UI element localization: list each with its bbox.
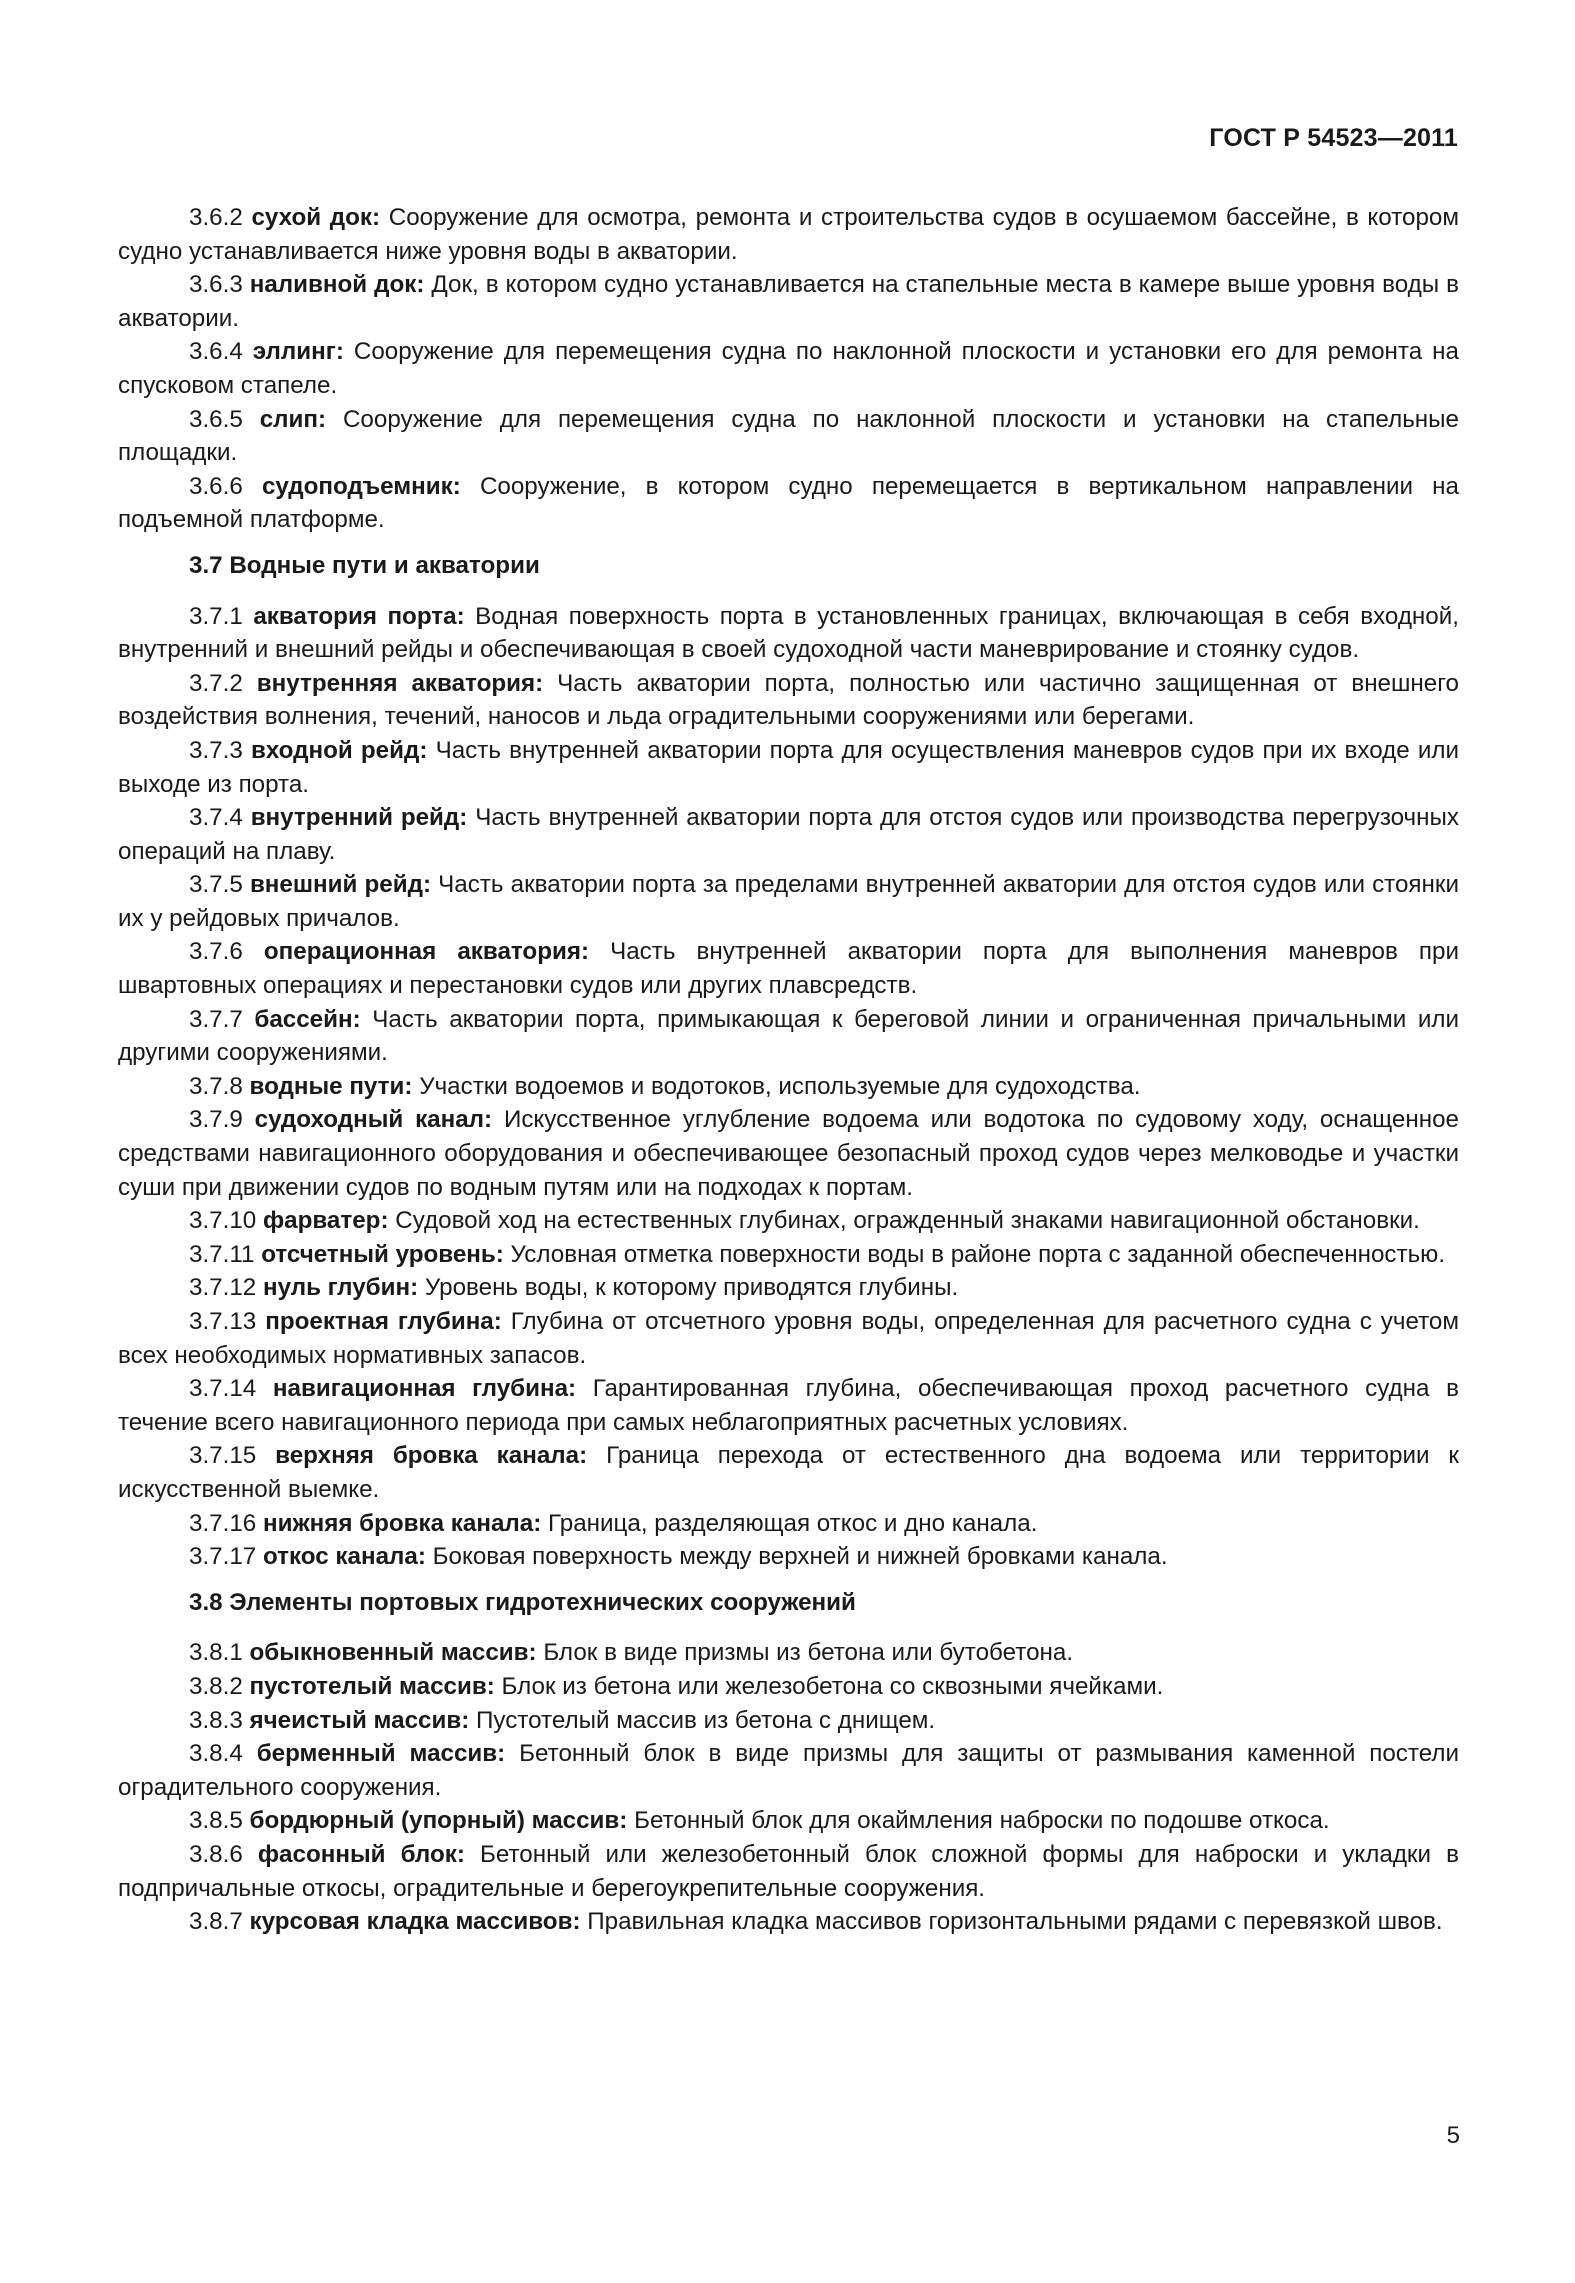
term-number: 3.7.6	[189, 938, 243, 966]
term-name: проектная глубина:	[265, 1308, 502, 1335]
term-text: Правильная кладка массивов горизонтальными рядами с перевязкой швов.	[587, 1908, 1443, 1936]
term-text: Сооружение для осмотра, ремонта и строительства судов в осушаемом бассейне, в котором судно устанавливается ниже уровня воды в акватории.	[118, 204, 1459, 265]
term-definition	[118, 1905, 1459, 1939]
term-text: Граница перехода от естественного дна водоема или территории к искусственной выемке.	[118, 1442, 1459, 1503]
term-definition	[118, 667, 1459, 734]
term-number: 3.8.1	[189, 1639, 243, 1667]
term-text: Сооружение для перемещения судна по наклонной плоскости и установки на стапельные площадки.	[118, 405, 1459, 467]
term-text: Участки водоемов и водотоков, используемые для судоходства.	[419, 1072, 1141, 1100]
term-definition	[118, 1372, 1459, 1439]
term-definition	[118, 734, 1459, 801]
term-number: 3.7.4	[189, 804, 243, 832]
term-number: 3.7.3	[189, 736, 243, 764]
term-text: Сооружение, в котором судно перемещается в вертикальном направлении на подъемной платформе.	[118, 472, 1459, 534]
term-name: берменный массив:	[256, 1740, 506, 1768]
term-text: Бетонный блок для окаймления наброски по подошве откоса.	[634, 1807, 1330, 1835]
term-definition	[118, 1704, 1459, 1738]
term-number: 3.8.4	[189, 1740, 243, 1768]
term-number: 3.6.2	[189, 204, 243, 231]
term-number: 3.8.2	[189, 1672, 243, 1700]
term-text: Граница, разделяющая откос и дно канала.	[548, 1509, 1038, 1537]
term-number: 3.7.13	[189, 1308, 257, 1335]
page-number: 5	[1446, 2122, 1460, 2149]
term-number: 3.7.16	[189, 1509, 257, 1537]
term-definition	[118, 1103, 1459, 1204]
term-text: Гарантированная глубина, обеспечивающая проход расчетного судна в течение всего навигационного периода при самых неблагоприятных расчетных условиях.	[118, 1375, 1459, 1436]
term-definition	[118, 470, 1459, 537]
section-heading: 3.8 Элементы портовых гидротехнических сооружений	[189, 1588, 856, 1616]
term-number: 3.6.5	[189, 405, 243, 433]
term-definition	[118, 801, 1459, 868]
term-number: 3.8.7	[189, 1908, 243, 1936]
term-definition	[118, 935, 1459, 1002]
term-text: Часть внутренней акватории порта для осуществления маневров судов при их входе или выходе из порта.	[118, 736, 1459, 798]
term-number: 3.8.6	[189, 1840, 243, 1868]
term-name: входной рейд:	[250, 736, 428, 764]
term-definition	[118, 268, 1459, 335]
term-number: 3.7.17	[189, 1543, 257, 1571]
term-text: Блок в виде призмы из бетона или бутобетона.	[543, 1639, 1074, 1667]
term-definition	[118, 1838, 1459, 1905]
term-definition	[118, 1670, 1459, 1704]
term-number: 3.6.4	[189, 338, 243, 366]
term-definition	[118, 403, 1459, 470]
term-number: 3.6.3	[189, 271, 243, 299]
term-text: Сооружение для перемещения судна по наклонной плоскости и установки его для ремонта на спусковом стапеле.	[118, 338, 1459, 399]
term-number: 3.7.1	[189, 602, 243, 630]
term-definition	[118, 335, 1459, 402]
term-definition	[118, 1003, 1459, 1070]
term-name: акватория порта:	[253, 602, 465, 630]
term-text: Судовой ход на естественных глубинах, огражденный знаками навигационной обстановки.	[395, 1207, 1420, 1235]
term-number: 3.7.10	[189, 1207, 257, 1235]
term-definition	[118, 1804, 1459, 1838]
term-name: наливной док:	[249, 271, 425, 299]
term-name: курсовая кладка массивов:	[249, 1908, 581, 1936]
term-name: судоподъемник:	[261, 472, 461, 500]
term-number: 3.7.9	[189, 1106, 243, 1134]
term-text: Блок из бетона или железобетона со сквозными ячейками.	[501, 1672, 1164, 1700]
term-number: 3.7.7	[189, 1005, 243, 1033]
term-name: сухой док:	[251, 204, 381, 231]
term-name: внутренний рейд:	[250, 804, 468, 832]
term-text: Искусственное углубление водоема или водотока по судовому ходу, оснащенное средствами навигационного оборудования и обеспечивающее безопасный проход судов через мелководье и участки суши при движении судов по водным путям или на подходах к портам.	[118, 1106, 1459, 1201]
term-name: операционная акватория:	[263, 938, 590, 966]
term-text: Часть внутренней акватории порта для отстоя судов или производства перегрузочных операций на плаву.	[118, 804, 1459, 865]
term-number: 3.7.15	[189, 1442, 257, 1470]
term-text: Бетонный или железобетонный блок сложной формы для наброски и укладки в подпричальные откосы, оградительные и берегоукрепительные сооружения.	[118, 1840, 1459, 1902]
term-name: эллинг:	[252, 338, 344, 366]
term-definition	[118, 1439, 1459, 1506]
term-name: пустотелый массив:	[249, 1672, 495, 1700]
term-text: Часть акватории порта за пределами внутренней акватории для отстоя судов или стоянки их у рейдовых причалов.	[118, 871, 1459, 932]
term-text: Боковая поверхность между верхней и нижней бровками канала.	[432, 1543, 1168, 1571]
term-definition	[118, 1305, 1459, 1372]
term-text: Условная отметка поверхности воды в районе порта с заданной обеспеченностью.	[510, 1240, 1446, 1268]
term-definition	[118, 600, 1459, 667]
term-number: 3.7.11	[189, 1240, 255, 1268]
term-text: Док, в котором судно устанавливается на стапельные места в камере выше уровня воды в акватории.	[118, 271, 1459, 332]
term-number: 3.8.3	[189, 1706, 243, 1734]
term-name: внутренняя акватория:	[256, 669, 544, 697]
term-name: откос канала:	[262, 1543, 426, 1571]
term-name: бассейн:	[254, 1005, 361, 1033]
term-name: внешний рейд:	[249, 871, 432, 899]
term-number: 3.7.5	[189, 871, 243, 899]
section-heading: 3.7 Водные пути и акватории	[189, 551, 540, 579]
term-definition	[118, 1271, 1459, 1305]
term-definition	[118, 868, 1459, 935]
term-name: нижняя бровка канала:	[262, 1509, 542, 1537]
term-name: ячеистый массив:	[249, 1706, 470, 1734]
term-number: 3.7.2	[189, 669, 243, 697]
term-text: Часть акватории порта, примыкающая к береговой линии и ограниченная причальными или другими сооружениями.	[118, 1005, 1459, 1067]
term-name: судоходный канал:	[254, 1106, 493, 1134]
term-number: 3.7.8	[189, 1072, 243, 1100]
term-text: Водная поверхность порта в установленных границах, включающая в себя входной, внутренний и внешний рейды и обеспечивающая в своей судоходной части маневрирование и стоянку судов.	[118, 602, 1459, 664]
document-id-header: ГОСТ Р 54523—2011	[1209, 124, 1458, 152]
term-name: фасонный блок:	[257, 1840, 465, 1868]
term-number: 3.7.14	[189, 1375, 257, 1403]
term-definition	[118, 1540, 1459, 1574]
term-number: 3.8.5	[189, 1807, 243, 1835]
term-name: слип:	[259, 405, 327, 433]
term-name: водные пути:	[249, 1072, 413, 1100]
term-name: отсчетный уровень:	[261, 1240, 504, 1268]
term-number: 3.7.12	[189, 1274, 257, 1302]
term-name: навигационная глубина:	[272, 1375, 577, 1403]
term-number: 3.6.6	[189, 472, 243, 500]
term-text: Бетонный блок в виде призмы для защиты от размывания каменной постели оградительного сооружения.	[118, 1740, 1459, 1801]
term-name: нуль глубин:	[262, 1274, 419, 1302]
term-name: фарватер:	[262, 1207, 389, 1235]
term-definition	[118, 1636, 1459, 1670]
term-definition	[118, 1737, 1459, 1804]
term-definition	[118, 201, 1459, 268]
term-name: верхняя бровка канала:	[275, 1442, 588, 1470]
term-definition	[118, 1238, 1459, 1272]
document-body	[118, 201, 1459, 1939]
term-name: обыкновенный массив:	[249, 1639, 537, 1667]
term-name: бордюрный (упорный) массив:	[249, 1807, 628, 1835]
term-definition	[118, 1204, 1459, 1238]
term-text: Уровень воды, к которому приводятся глубины.	[424, 1274, 959, 1302]
term-definition	[118, 1507, 1459, 1541]
term-definition	[118, 1070, 1459, 1104]
term-text: Часть внутренней акватории порта для выполнения маневров при швартовных операциях и перестановки судов или других плавсредств.	[118, 938, 1459, 1000]
term-text: Пустотелый массив из бетона с днищем.	[476, 1706, 936, 1734]
term-text: Глубина от отсчетного уровня воды, определенная для расчетного судна с учетом всех необходимых нормативных запасов.	[118, 1308, 1459, 1369]
term-text: Часть акватории порта, полностью или частично защищенная от внешнего воздействия волнения, течений, наносов и льда оградительными сооружениями или берегами.	[118, 669, 1459, 731]
